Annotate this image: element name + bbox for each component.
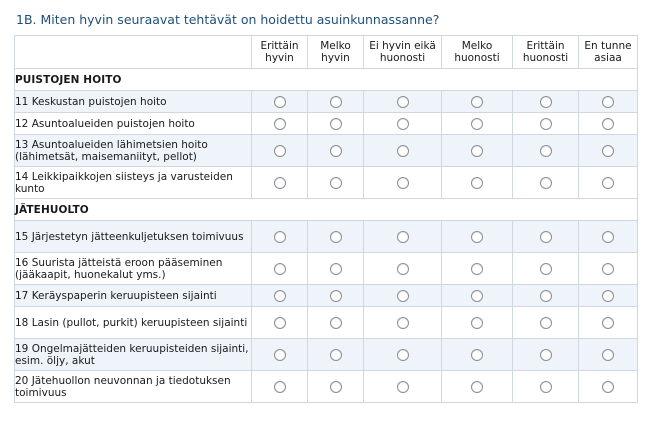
column-header: Ei hyvin eikä huonosti	[364, 36, 442, 69]
option-cell[interactable]	[579, 285, 638, 307]
radio-button[interactable]	[471, 177, 483, 189]
radio-button[interactable]	[471, 349, 483, 361]
question-row	[15, 371, 638, 403]
question-row	[15, 221, 638, 253]
question-label: 12 Asuntoalueiden puistojen hoito	[15, 113, 252, 135]
radio-button[interactable]	[274, 349, 286, 361]
option-cell[interactable]	[579, 371, 638, 403]
radio-button[interactable]	[330, 96, 342, 108]
option-cell[interactable]	[308, 285, 364, 307]
radio-button[interactable]	[397, 263, 409, 275]
radio-button[interactable]	[330, 317, 342, 329]
option-cell[interactable]	[513, 91, 579, 113]
option-cell[interactable]	[364, 167, 442, 199]
radio-button[interactable]	[602, 118, 614, 130]
question-row	[15, 135, 638, 167]
radio-button[interactable]	[540, 290, 552, 302]
option-cell[interactable]	[308, 135, 364, 167]
radio-button[interactable]	[471, 231, 483, 243]
radio-button[interactable]	[471, 290, 483, 302]
option-cell[interactable]	[442, 91, 513, 113]
column-header: Erittäin huonosti	[513, 36, 579, 69]
option-cell[interactable]	[308, 167, 364, 199]
radio-button[interactable]	[397, 231, 409, 243]
option-cell[interactable]	[442, 307, 513, 339]
radio-button[interactable]	[602, 96, 614, 108]
column-header: Erittäin hyvin	[252, 36, 308, 69]
option-cell[interactable]	[308, 91, 364, 113]
radio-button[interactable]	[330, 263, 342, 275]
column-header: Melko huonosti	[442, 36, 513, 69]
radio-button[interactable]	[540, 349, 552, 361]
question-label: 13 Asuntoalueiden lähimetsien hoito (lähimetsät, maisemaniityt, pellot)	[15, 135, 252, 167]
radio-button[interactable]	[274, 290, 286, 302]
radio-button[interactable]	[471, 317, 483, 329]
question-row	[15, 113, 638, 135]
radio-button[interactable]	[540, 263, 552, 275]
radio-button[interactable]	[397, 118, 409, 130]
option-cell[interactable]	[252, 371, 308, 403]
radio-button[interactable]	[602, 177, 614, 189]
radio-button[interactable]	[397, 349, 409, 361]
radio-button[interactable]	[397, 381, 409, 393]
option-cell[interactable]	[252, 253, 308, 285]
option-cell[interactable]	[513, 221, 579, 253]
radio-button[interactable]	[540, 177, 552, 189]
option-cell[interactable]	[513, 339, 579, 371]
radio-button[interactable]	[602, 231, 614, 243]
radio-button[interactable]	[540, 317, 552, 329]
question-row	[15, 307, 638, 339]
radio-button[interactable]	[330, 118, 342, 130]
header-corner	[15, 36, 252, 69]
option-cell[interactable]	[579, 167, 638, 199]
option-cell[interactable]	[579, 221, 638, 253]
option-cell[interactable]	[252, 307, 308, 339]
radio-button[interactable]	[274, 96, 286, 108]
radio-button[interactable]	[397, 290, 409, 302]
option-cell[interactable]	[252, 167, 308, 199]
option-cell[interactable]	[579, 253, 638, 285]
page-title: 1B. Miten hyvin seuraavat tehtävät on hoidettu asuinkunnassanne?	[16, 12, 440, 27]
option-cell[interactable]	[513, 135, 579, 167]
option-cell[interactable]	[442, 135, 513, 167]
section-row	[15, 199, 638, 221]
radio-button[interactable]	[274, 177, 286, 189]
radio-button[interactable]	[330, 290, 342, 302]
radio-button[interactable]	[540, 145, 552, 157]
radio-button[interactable]	[540, 118, 552, 130]
question-row	[15, 285, 638, 307]
radio-button[interactable]	[540, 96, 552, 108]
radio-button[interactable]	[602, 263, 614, 275]
radio-button[interactable]	[397, 317, 409, 329]
radio-button[interactable]	[602, 381, 614, 393]
option-cell[interactable]	[442, 339, 513, 371]
radio-button[interactable]	[602, 290, 614, 302]
radio-button[interactable]	[330, 177, 342, 189]
radio-button[interactable]	[602, 145, 614, 157]
section-heading: JÄTEHUOLTO	[15, 199, 638, 221]
option-cell[interactable]	[579, 307, 638, 339]
radio-button[interactable]	[602, 349, 614, 361]
option-cell[interactable]	[579, 135, 638, 167]
radio-button[interactable]	[471, 145, 483, 157]
option-cell[interactable]	[364, 221, 442, 253]
option-cell[interactable]	[579, 113, 638, 135]
option-cell[interactable]	[308, 253, 364, 285]
question-label: 15 Järjestetyn jätteenkuljetuksen toimivuus	[15, 221, 252, 253]
radio-button[interactable]	[471, 263, 483, 275]
question-label: 19 Ongelmajätteiden keruupisteiden sijainti, esim. öljy, akut	[15, 339, 252, 371]
question-label: 18 Lasin (pullot, purkit) keruupisteen sijainti	[15, 307, 252, 339]
option-cell[interactable]	[252, 339, 308, 371]
question-label: 11 Keskustan puistojen hoito	[15, 91, 252, 113]
option-cell[interactable]	[442, 371, 513, 403]
option-cell[interactable]	[513, 113, 579, 135]
option-cell[interactable]	[442, 253, 513, 285]
radio-button[interactable]	[602, 317, 614, 329]
radio-button[interactable]	[397, 145, 409, 157]
option-cell[interactable]	[442, 221, 513, 253]
option-cell[interactable]	[252, 221, 308, 253]
question-label: 16 Suurista jätteistä eroon pääseminen (jääkaapit, huonekalut yms.)	[15, 253, 252, 285]
option-cell[interactable]	[308, 339, 364, 371]
radio-button[interactable]	[274, 381, 286, 393]
question-row	[15, 91, 638, 113]
question-row	[15, 339, 638, 371]
survey-table	[14, 35, 638, 403]
option-cell[interactable]	[442, 167, 513, 199]
radio-button[interactable]	[330, 145, 342, 157]
option-cell[interactable]	[364, 91, 442, 113]
section-heading: PUISTOJEN HOITO	[15, 69, 638, 91]
option-cell[interactable]	[364, 285, 442, 307]
option-cell[interactable]	[364, 135, 442, 167]
radio-button[interactable]	[330, 381, 342, 393]
radio-button[interactable]	[274, 317, 286, 329]
option-cell[interactable]	[442, 113, 513, 135]
radio-button[interactable]	[397, 96, 409, 108]
question-label: 14 Leikkipaikkojen siisteys ja varusteiden kunto	[15, 167, 252, 199]
question-label: 17 Keräyspaperin keruupisteen sijainti	[15, 285, 252, 307]
option-cell[interactable]	[308, 307, 364, 339]
column-header: Melko hyvin	[308, 36, 364, 69]
radio-button[interactable]	[330, 349, 342, 361]
radio-button[interactable]	[540, 231, 552, 243]
option-cell[interactable]	[513, 285, 579, 307]
option-cell[interactable]	[513, 371, 579, 403]
column-header: En tunne asiaa	[579, 36, 638, 69]
option-cell[interactable]	[513, 307, 579, 339]
option-cell[interactable]	[364, 307, 442, 339]
option-cell[interactable]	[364, 371, 442, 403]
question-label: 20 Jätehuollon neuvonnan ja tiedotuksen toimivuus	[15, 371, 252, 403]
radio-button[interactable]	[471, 96, 483, 108]
header-row	[15, 36, 638, 69]
option-cell[interactable]	[252, 113, 308, 135]
option-cell[interactable]	[364, 113, 442, 135]
radio-button[interactable]	[330, 231, 342, 243]
radio-button[interactable]	[471, 118, 483, 130]
option-cell[interactable]	[252, 135, 308, 167]
radio-button[interactable]	[397, 177, 409, 189]
option-cell[interactable]	[308, 113, 364, 135]
option-cell[interactable]	[513, 253, 579, 285]
option-cell[interactable]	[364, 339, 442, 371]
radio-button[interactable]	[471, 381, 483, 393]
question-row	[15, 167, 638, 199]
radio-button[interactable]	[274, 145, 286, 157]
option-cell[interactable]	[442, 285, 513, 307]
option-cell[interactable]	[579, 91, 638, 113]
question-row	[15, 253, 638, 285]
option-cell[interactable]	[513, 167, 579, 199]
radio-button[interactable]	[274, 118, 286, 130]
option-cell[interactable]	[252, 285, 308, 307]
radio-button[interactable]	[274, 231, 286, 243]
radio-button[interactable]	[274, 263, 286, 275]
option-cell[interactable]	[364, 253, 442, 285]
radio-button[interactable]	[540, 381, 552, 393]
section-row	[15, 69, 638, 91]
option-cell[interactable]	[252, 91, 308, 113]
option-cell[interactable]	[579, 339, 638, 371]
option-cell[interactable]	[308, 221, 364, 253]
option-cell[interactable]	[308, 371, 364, 403]
